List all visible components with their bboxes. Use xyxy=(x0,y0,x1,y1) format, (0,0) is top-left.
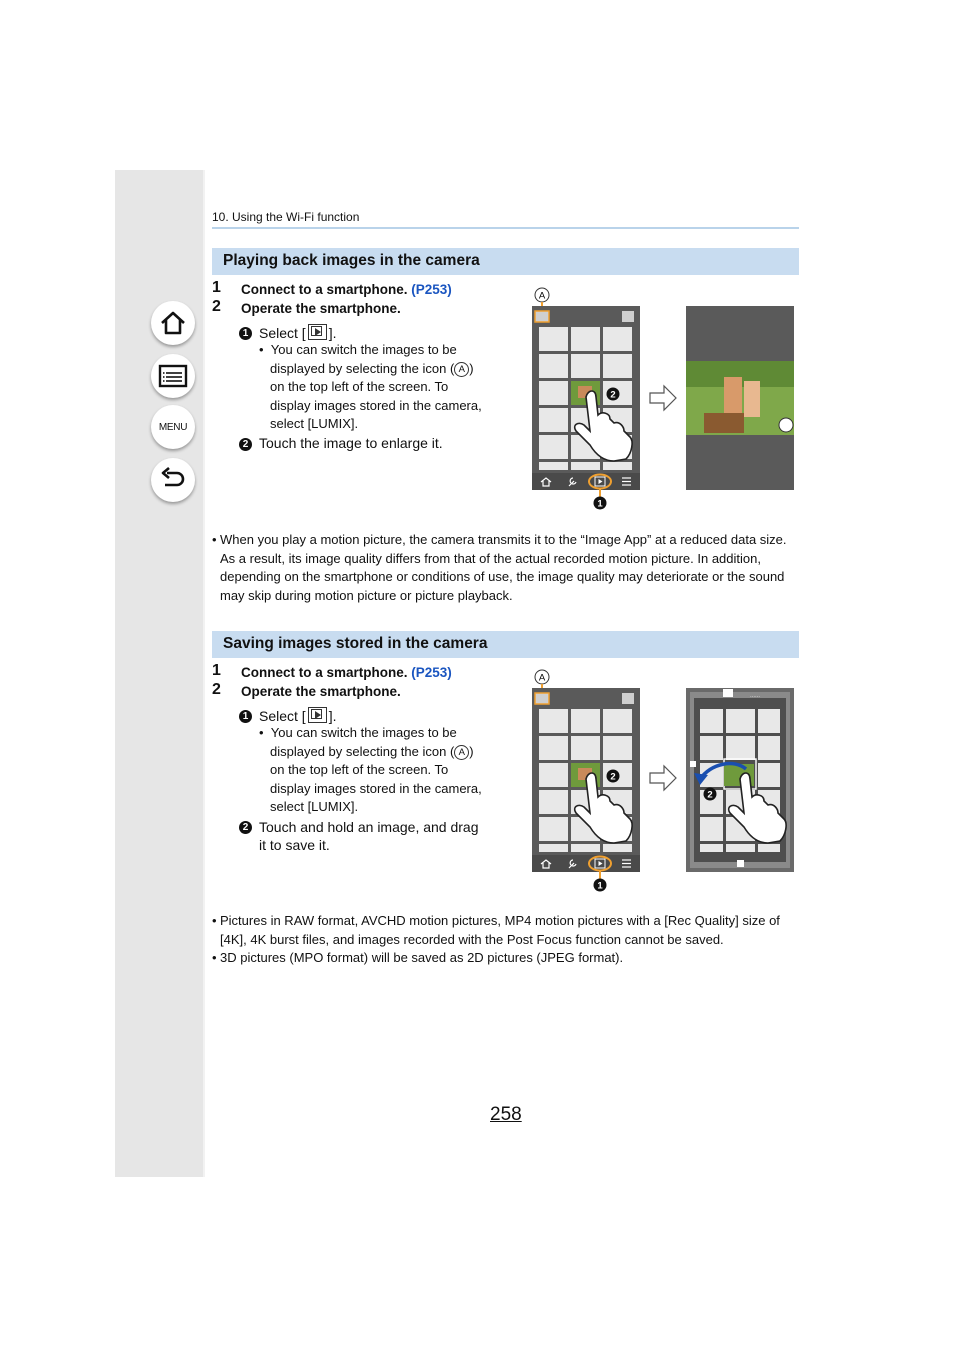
marker-a-label: A xyxy=(538,290,546,302)
chapter-rule xyxy=(212,227,799,229)
arrow-right-icon xyxy=(650,386,676,410)
figure-saving xyxy=(528,667,798,897)
section-bar-saving xyxy=(212,631,799,658)
step-text: Operate the smartphone. xyxy=(241,684,401,699)
figure-playback xyxy=(528,285,798,515)
contents-icon xyxy=(158,364,188,388)
note-3d-pictures: • 3D pictures (MPO format) will be saved as 2D pictures (JPEG format). xyxy=(212,950,624,965)
bullet-text: • You can switch the images to be displayed by selecting the icon ( A ) on the top left of the screen. To display images stored in the camera, select [LUMIX]. xyxy=(259,342,482,431)
chapter-title: 10. Using the Wi-Fi function xyxy=(212,210,360,224)
step-number: 1 xyxy=(212,662,221,679)
home-icon xyxy=(159,310,187,336)
page-link[interactable]: (P253) xyxy=(411,665,452,680)
step-text: Connect to a smartphone. (P253) xyxy=(241,665,452,680)
step-number: 2 xyxy=(212,681,221,698)
contents-button[interactable] xyxy=(151,354,195,398)
marker-a-icon: A xyxy=(454,362,469,377)
note-motion-picture: • When you play a motion picture, the camera transmits it to the “Image App” at a reduced data size. As a result, its image quality differs from that of the actual recorded motion picture. In addition, depending on the smartphone or conditions of use, the image quality may deteriorate or the sound may skip during motion picture or picture playback. xyxy=(212,532,787,603)
circle-number: 2 xyxy=(239,821,252,834)
section-bar-playback xyxy=(212,248,799,275)
substep-text: Touch and hold an image, and drag it to save it. xyxy=(259,819,479,853)
circle-number: 2 xyxy=(239,438,252,451)
bullet-text: • You can switch the images to be displayed by selecting the icon ( A ) on the top left of the screen. To display images stored in the camera, select [LUMIX]. xyxy=(259,725,482,814)
page-link[interactable]: (P253) xyxy=(411,282,452,297)
lumix-switch-icon xyxy=(535,693,549,704)
menu-button[interactable] xyxy=(151,405,195,449)
note-unsupported-formats: • Pictures in RAW format, AVCHD motion pictures, MP4 motion pictures with a [Rec Quality] size of [4K], 4K burst files, and images recorded with the Post Focus function cannot be saved. xyxy=(212,913,780,947)
marker-2-label: 2 xyxy=(610,389,616,401)
substep-text: Select [ ]. xyxy=(259,325,337,341)
circle-number: 1 xyxy=(239,710,252,723)
marker-1-label: 1 xyxy=(597,498,603,510)
section-title: Playing back images in the camera xyxy=(223,252,480,269)
marker-2-label: 2 xyxy=(610,771,616,783)
menu-icon: MENU xyxy=(158,421,188,433)
return-button[interactable] xyxy=(151,458,195,502)
marker-a-icon: A xyxy=(454,745,469,760)
marker-1-label: 1 xyxy=(597,880,603,892)
lumix-switch-icon xyxy=(535,311,549,322)
substep-text: Touch the image to enlarge it. xyxy=(259,435,443,451)
sidebar-edge xyxy=(203,170,205,1177)
play-icon xyxy=(308,707,327,723)
step-text: Connect to a smartphone. (P253) xyxy=(241,282,452,297)
circle-number: 1 xyxy=(239,327,252,340)
arrow-right-icon xyxy=(650,766,676,790)
home-button[interactable] xyxy=(151,301,195,345)
step-number: 1 xyxy=(212,279,221,296)
step-number: 2 xyxy=(212,298,221,315)
marker-2-label: 2 xyxy=(707,789,713,801)
page-number: 258 xyxy=(490,1104,522,1125)
section-title: Saving images stored in the camera xyxy=(223,635,488,652)
step-text: Operate the smartphone. xyxy=(241,301,401,316)
return-icon xyxy=(159,467,187,493)
marker-a-label: A xyxy=(538,672,546,684)
status-dots: ...... xyxy=(750,693,761,699)
substep-text: Select [ ]. xyxy=(259,708,337,724)
play-icon xyxy=(308,324,327,340)
